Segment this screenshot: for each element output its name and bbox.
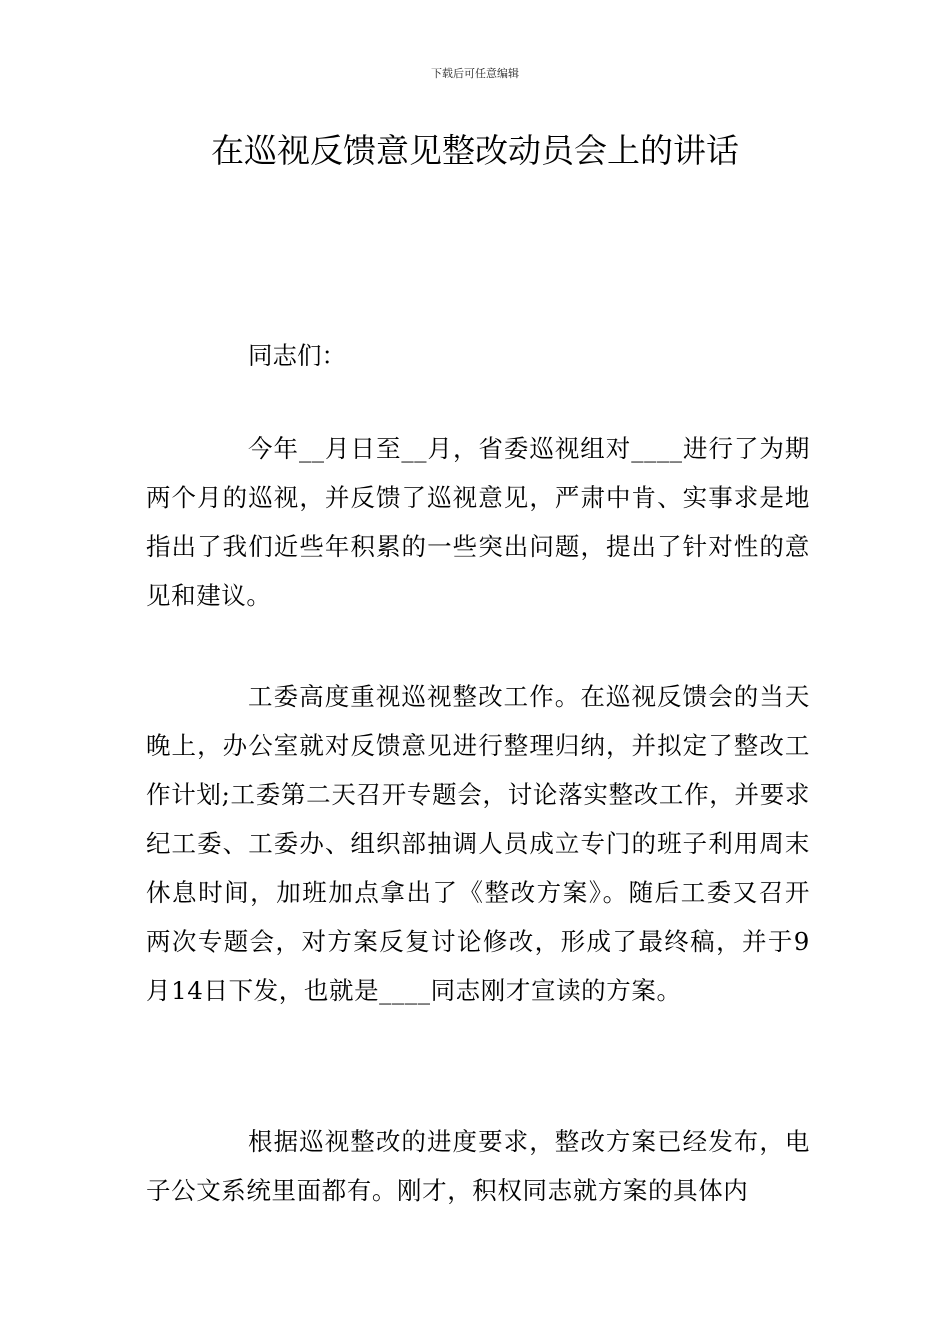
salutation: 同志们：	[248, 341, 346, 370]
body-paragraph-3: 根据巡视整改的进度要求，整改方案已经发布，电子公文系统里面都有。刚才，积权同志就方案的具体内	[146, 1127, 810, 1205]
body-paragraph-2: 工委高度重视巡视整改工作。在巡视反馈会的当天晚上，办公室就对反馈意见进行整理归纳，并拟定了整改工作计划;工委第二天召开专题会，讨论落实整改工作，并要求纪工委、工委办、组织部抽调人员成立专门的班子利用周末休息时间，加班加点拿出了《整改方案》。随后工委又召开两次专题会，对方案反复讨论修改，形成了最终稿，并于9月14日下发，也就是____同志刚才宣读的方案。	[146, 682, 810, 1005]
page-title: 在巡视反馈意见整改动员会上的讲话	[211, 131, 739, 170]
header-note: 下载后可任意编辑	[431, 67, 519, 80]
body-paragraph-1: 今年__月日至__月，省委巡视组对____进行了为期两个月的巡视，并反馈了巡视意见，严肃中肯、实事求是地指出了我们近些年积累的一些突出问题，提出了针对性的意见和建议。	[146, 434, 810, 610]
